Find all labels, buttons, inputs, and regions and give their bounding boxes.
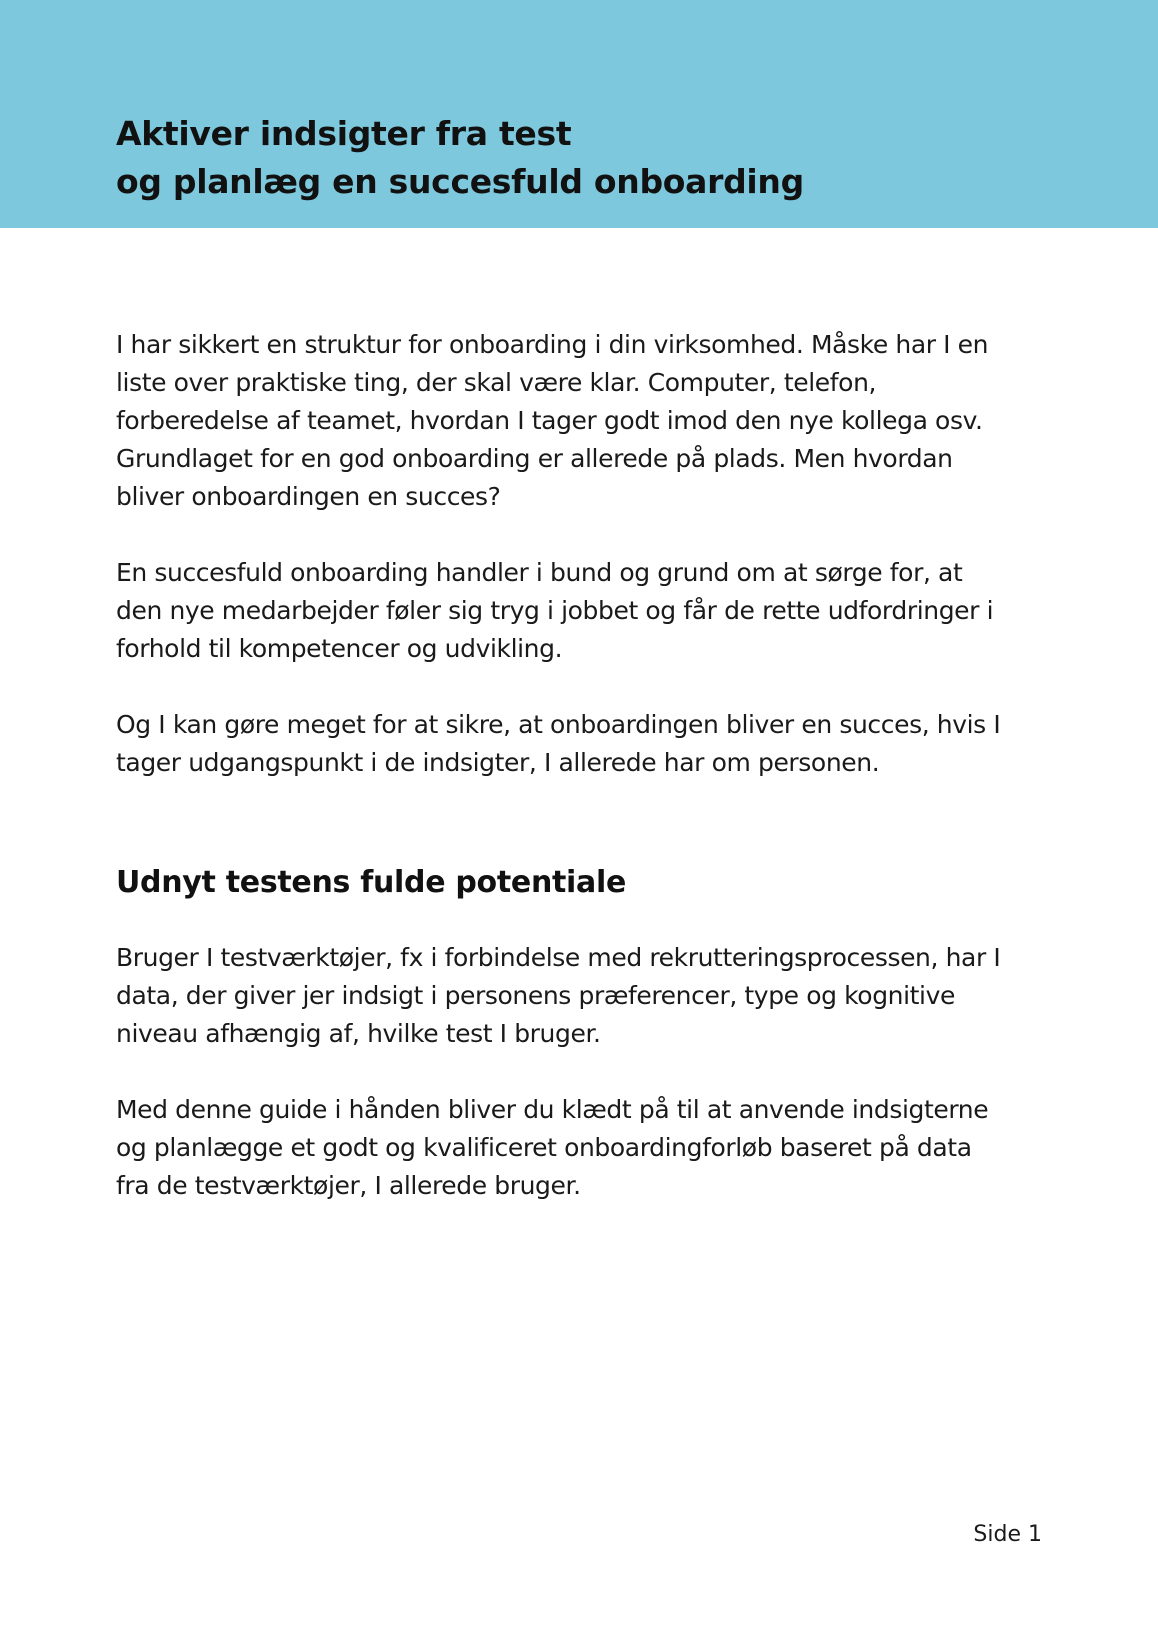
text-line: den nye medarbejder føler sig tryg i jobbet og får de rette udfordringer i <box>116 596 994 625</box>
intro-paragraph <box>116 706 1056 782</box>
text-line: og planlægge et godt og kvalificeret onboardingforløb baseret på data <box>116 1133 972 1162</box>
intro-paragraph <box>116 326 1056 516</box>
text-line: data, der giver jer indsigt i personens præferencer, type og kognitive <box>116 981 955 1010</box>
section-paragraph <box>116 939 1056 1053</box>
text-line: liste over praktiske ting, der skal være klar. Computer, telefon, <box>116 368 877 397</box>
text-line: Med denne guide i hånden bliver du klædt på til at anvende indsigterne <box>116 1095 989 1124</box>
header-band <box>0 0 1158 228</box>
text-line: tager udgangspunkt i de indsigter, I allerede har om personen. <box>116 748 880 777</box>
text-line: Bruger I testværktøjer, fx i forbindelse med rekrutteringsprocessen, har I <box>116 943 1001 972</box>
text-line: fra de testværktøjer, I allerede bruger. <box>116 1171 581 1200</box>
text-line: bliver onboardingen en succes? <box>116 482 501 511</box>
text-line: niveau afhængig af, hvilke test I bruger. <box>116 1019 601 1048</box>
section-heading: Udnyt testens fulde potentiale <box>116 865 627 900</box>
text-line: Og I kan gøre meget for at sikre, at onboardingen bliver en succes, hvis I <box>116 710 1001 739</box>
document-body <box>116 326 1056 1243</box>
intro-paragraph <box>116 554 1056 668</box>
page-title-line: og planlæg en succesfuld onboarding <box>116 162 804 201</box>
page-title <box>116 110 804 206</box>
text-line: I har sikkert en struktur for onboarding i din virksomhed. Måske har I en <box>116 330 989 359</box>
text-line: En succesfuld onboarding handler i bund og grund om at sørge for, at <box>116 558 963 587</box>
page-title-line: Aktiver indsigter fra test <box>116 114 572 153</box>
section-paragraph <box>116 1091 1056 1205</box>
text-line: forberedelse af teamet, hvordan I tager godt imod den nye kollega osv. <box>116 406 983 435</box>
text-line: Grundlaget for en god onboarding er allerede på plads. Men hvordan <box>116 444 953 473</box>
page-number: Side 1 <box>973 1522 1042 1547</box>
text-line: forhold til kompetencer og udvikling. <box>116 634 563 663</box>
